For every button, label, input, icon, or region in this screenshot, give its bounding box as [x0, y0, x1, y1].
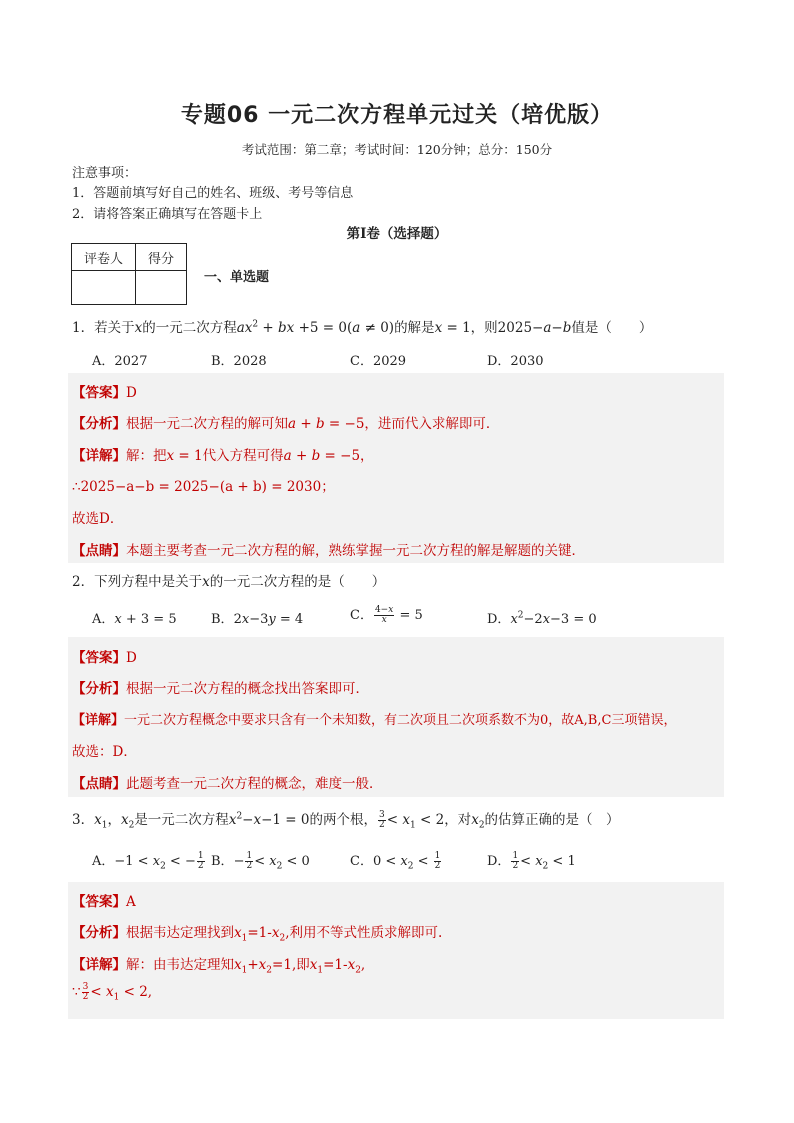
q1-option-d: D．2030 — [487, 354, 544, 369]
question-2: 2．下列方程中是关于x的一元二次方程的是（ ） — [72, 574, 386, 590]
section-heading: 一、单选题 — [204, 270, 270, 285]
q1-step: ∴2025−a−b = 2025−(a + b) = 2030； — [72, 479, 335, 495]
note-item-1: 1．答题前填写好自己的姓名、班级、考号等信息 — [72, 186, 354, 201]
q3-answer-block — [68, 882, 724, 1019]
q2-option-c: C． $\frac{4-x}{x}$ = 5 — [350, 605, 423, 625]
score-table-cell-grader[interactable] — [72, 271, 136, 305]
score-table-header-score: 得分 — [136, 244, 187, 271]
question-1: 1．若关于x的一元二次方程$ax^2$ + bx +5 = 0(a ≠ 0)的解是x = 1，则2025−a−b值是（ ） — [72, 319, 653, 336]
q2-comment: 【点睛】此题考查一元二次方程的概念，难度一般． — [72, 776, 383, 792]
q2-option-d: D．$x^2-2x-3 = 0$ — [487, 610, 597, 627]
note-item-2: 2．请将答案正确填写在答题卡上 — [72, 207, 263, 222]
q3-option-d: D． $\frac{1}{2}$ < $x_2 < 1$ — [487, 851, 576, 872]
q3-option-b: B．− $\frac{1}{2}$ < $x_2 < 0$ — [211, 851, 310, 872]
q1-analysis: 【分析】根据一元二次方程的解可知a + b = −5，进而代入求解即可． — [72, 416, 500, 432]
q3-detail: 【详解】解：由韦达定理知$x_1+x_2=1$,即$x_1=1-x_2$, — [72, 957, 366, 976]
q1-option-c: C．2029 — [350, 354, 407, 369]
question-3: 3．$x_1$，$x_2$是一元二次方程$x^2-x-1 = 0$的两个根， $\frac{3}{2}$ < $x_1 < 2$，对$x_2$的估算正确的是（ ） — [72, 810, 620, 831]
q2-option-a: A．x + 3 = 5 — [92, 612, 177, 627]
q3-step: ∵ $\frac{3}{2}$ < $x_1 < 2$, — [72, 982, 153, 1003]
q2-answer: 【答案】D — [72, 650, 137, 666]
q3-answer: 【答案】A — [72, 894, 136, 910]
q1-answer: 【答案】D — [72, 385, 137, 401]
score-table — [71, 243, 187, 305]
q2-conclusion: 故选：D． — [72, 744, 137, 760]
q1-answer-block — [68, 373, 724, 563]
volume-heading: 第I卷（选择题） — [346, 226, 448, 242]
score-table-cell-score[interactable] — [136, 271, 187, 305]
q1-detail: 【详解】解：把x = 1代入方程可得a + b = −5， — [72, 448, 374, 464]
q3-option-c: C．$0 < x_2$ < $\frac{1}{2}$ — [350, 851, 441, 872]
q3-analysis: 【分析】根据韦达定理找到$x_1=1-x_2$,利用不等式性质求解即可. — [72, 925, 443, 944]
score-table-header-grader: 评卷人 — [72, 244, 136, 271]
q3-option-a: A．$-1 < x_2$ < − $\frac{1}{2}$ — [92, 851, 204, 872]
q1-option-b: B．2028 — [211, 354, 267, 369]
notes-heading: 注意事项： — [72, 166, 138, 181]
page-title: 专题06 一元二次方程单元过关（培优版） — [180, 103, 614, 128]
exam-info: 考试范围：第二章；考试时间：120分钟；总分：150分 — [241, 142, 553, 157]
q1-option-a: A．2027 — [92, 354, 148, 369]
q2-analysis: 【分析】根据一元二次方程的概念找出答案即可． — [72, 681, 369, 697]
q2-detail: 【详解】一元二次方程概念中要求只含有一个未知数，有二次项且二次项系数不为0，故A,B,C三项错误， — [72, 713, 677, 728]
q1-conclusion: 故选D． — [72, 511, 124, 527]
q2-option-b: B．2x−3y = 4 — [211, 612, 304, 627]
q1-comment: 【点睛】本题主要考查一元二次方程的解，熟练掌握一元二次方程的解是解题的关键． — [72, 543, 585, 559]
